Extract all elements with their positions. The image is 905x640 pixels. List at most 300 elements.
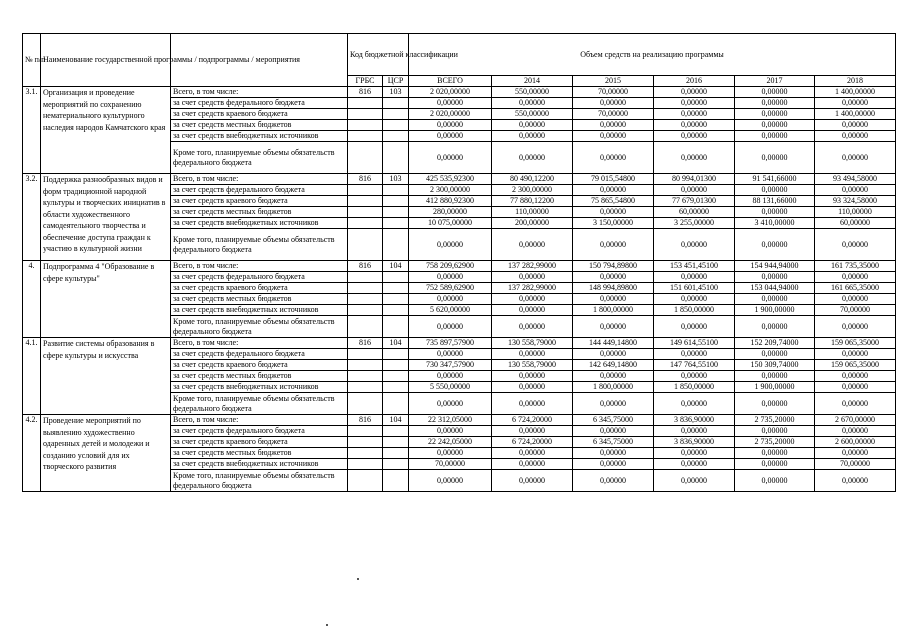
funding-source-label: Всего, в том числе:	[171, 415, 348, 426]
year-2017-cell: 0,00000	[735, 229, 815, 261]
year-2017-cell: 153 044,94000	[735, 283, 815, 294]
year-2016-cell: 0,00000	[654, 316, 735, 338]
total-cell: 10 075,00000	[409, 218, 492, 229]
grbs-code: 816	[348, 338, 383, 349]
year-2015-cell: 0,00000	[573, 142, 654, 174]
year-2016-cell: 0,00000	[654, 109, 735, 120]
year-2018-cell: 0,00000	[815, 131, 896, 142]
year-2017-cell: 0,00000	[735, 142, 815, 174]
header-kbk: Код бюджетной классификации	[348, 34, 409, 76]
total-cell: 5 620,00000	[409, 305, 492, 316]
year-2018-cell: 159 065,35000	[815, 338, 896, 349]
year-2015-cell: 0,00000	[573, 185, 654, 196]
year-2015-cell: 0,00000	[573, 98, 654, 109]
year-2017-cell: 150 309,74000	[735, 360, 815, 371]
year-2016-cell: 0,00000	[654, 426, 735, 437]
grbs-code	[348, 185, 383, 196]
year-2015-cell: 0,00000	[573, 470, 654, 492]
year-2016-cell: 3 836,90000	[654, 437, 735, 448]
funding-source-label: за счет средств внебюджетных источников	[171, 459, 348, 470]
grbs-code	[348, 294, 383, 305]
year-2016-cell: 0,00000	[654, 131, 735, 142]
year-2016-cell: 77 679,01300	[654, 196, 735, 207]
funding-source-label: за счет средств краевого бюджета	[171, 437, 348, 448]
csr-code	[383, 283, 409, 294]
grbs-code	[348, 283, 383, 294]
year-2018-cell: 0,00000	[815, 382, 896, 393]
year-2016-cell: 0,00000	[654, 272, 735, 283]
year-2015-cell: 0,00000	[573, 120, 654, 131]
year-2017-cell: 0,00000	[735, 459, 815, 470]
funding-source-label: за счет средств федерального бюджета	[171, 426, 348, 437]
year-2015-cell: 0,00000	[573, 349, 654, 360]
year-2018-cell: 159 065,35000	[815, 360, 896, 371]
budget-table	[22, 33, 896, 492]
year-2014-cell: 200,00000	[492, 218, 573, 229]
table-row	[23, 338, 896, 349]
total-cell: 730 347,57900	[409, 360, 492, 371]
grbs-code: 816	[348, 174, 383, 185]
year-2015-cell: 3 150,00000	[573, 218, 654, 229]
year-2014-cell: 110,00000	[492, 207, 573, 218]
year-2016-cell: 0,00000	[654, 393, 735, 415]
grbs-code	[348, 218, 383, 229]
year-2014-cell: 6 724,20000	[492, 437, 573, 448]
year-2017-cell: 1 900,00000	[735, 305, 815, 316]
year-2014-cell: 77 880,12200	[492, 196, 573, 207]
year-2018-cell: 2 670,00000	[815, 415, 896, 426]
table-row	[23, 87, 896, 98]
funding-source-label: за счет средств внебюджетных источников	[171, 382, 348, 393]
csr-code	[383, 294, 409, 305]
year-2014-cell: 0,00000	[492, 393, 573, 415]
funding-source-label: Всего, в том числе:	[171, 174, 348, 185]
table-row	[23, 415, 896, 426]
header-year: 2017	[735, 76, 815, 87]
year-2017-cell: 0,00000	[735, 294, 815, 305]
year-2017-cell: 0,00000	[735, 371, 815, 382]
funding-source-label: Всего, в том числе:	[171, 338, 348, 349]
year-2014-cell: 0,00000	[492, 98, 573, 109]
year-2015-cell: 70,00000	[573, 109, 654, 120]
year-2016-cell: 0,00000	[654, 185, 735, 196]
grbs-code	[348, 437, 383, 448]
year-2018-cell: 0,00000	[815, 185, 896, 196]
total-cell: 0,00000	[409, 98, 492, 109]
scan-speck	[326, 624, 328, 626]
year-2014-cell: 130 558,79000	[492, 338, 573, 349]
year-2015-cell: 1 800,00000	[573, 382, 654, 393]
grbs-code	[348, 360, 383, 371]
year-2016-cell: 0,00000	[654, 98, 735, 109]
csr-code: 103	[383, 174, 409, 185]
table-row	[23, 261, 896, 272]
year-2017-cell: 0,00000	[735, 426, 815, 437]
year-2016-cell: 0,00000	[654, 459, 735, 470]
funding-source-label: за счет средств федерального бюджета	[171, 272, 348, 283]
funding-source-label: за счет средств местных бюджетов	[171, 120, 348, 131]
grbs-code	[348, 305, 383, 316]
year-2014-cell: 0,00000	[492, 316, 573, 338]
year-2016-cell: 80 994,01300	[654, 174, 735, 185]
year-2018-cell: 110,00000	[815, 207, 896, 218]
grbs-code	[348, 142, 383, 174]
year-2014-cell: 0,00000	[492, 448, 573, 459]
year-2014-cell: 80 490,12200	[492, 174, 573, 185]
csr-code	[383, 218, 409, 229]
year-2016-cell: 3 255,00000	[654, 218, 735, 229]
funding-source-label: за счет средств местных бюджетов	[171, 294, 348, 305]
funding-source-label: за счет средств местных бюджетов	[171, 207, 348, 218]
year-2017-cell: 0,00000	[735, 98, 815, 109]
year-2014-cell: 0,00000	[492, 229, 573, 261]
year-2017-cell: 2 735,20000	[735, 415, 815, 426]
year-2015-cell: 6 345,75000	[573, 437, 654, 448]
csr-code	[383, 131, 409, 142]
total-cell: 2 020,00000	[409, 87, 492, 98]
year-2015-cell: 0,00000	[573, 393, 654, 415]
csr-code	[383, 196, 409, 207]
csr-code	[383, 459, 409, 470]
header-year: 2016	[654, 76, 735, 87]
item-name: Поддержка разнообразных видов и форм традиционной народной культуры и творческих инициатив в области художественного самодеятельного творчества и обеспечение доступа граждан к участию в культурной жизни	[41, 174, 171, 261]
year-2017-cell: 0,00000	[735, 185, 815, 196]
year-2018-cell: 0,00000	[815, 142, 896, 174]
funding-source-label: за счет средств краевого бюджета	[171, 196, 348, 207]
total-cell: 2 020,00000	[409, 109, 492, 120]
funding-source-label: за счет средств краевого бюджета	[171, 283, 348, 294]
year-2014-cell: 137 282,99000	[492, 283, 573, 294]
total-cell: 0,00000	[409, 448, 492, 459]
total-cell: 5 550,00000	[409, 382, 492, 393]
year-2017-cell: 1 900,00000	[735, 382, 815, 393]
item-number: 4.2.	[23, 415, 41, 492]
year-2015-cell: 142 649,14800	[573, 360, 654, 371]
total-cell: 425 535,92300	[409, 174, 492, 185]
year-2018-cell: 0,00000	[815, 426, 896, 437]
year-2018-cell: 0,00000	[815, 349, 896, 360]
total-cell: 0,00000	[409, 142, 492, 174]
grbs-code	[348, 109, 383, 120]
year-2016-cell: 147 764,55100	[654, 360, 735, 371]
grbs-code	[348, 272, 383, 283]
csr-code: 104	[383, 338, 409, 349]
total-cell: 752 589,62900	[409, 283, 492, 294]
funding-source-label: за счет средств внебюджетных источников	[171, 131, 348, 142]
funding-source-label: за счет средств федерального бюджета	[171, 349, 348, 360]
csr-code	[383, 426, 409, 437]
csr-code	[383, 305, 409, 316]
csr-code	[383, 349, 409, 360]
funding-source-label: за счет средств местных бюджетов	[171, 448, 348, 459]
year-2018-cell: 60,00000	[815, 218, 896, 229]
item-name: Подпрограмма 4 "Образование в сфере культуры"	[41, 261, 171, 338]
total-cell: 412 880,92300	[409, 196, 492, 207]
header-grbs: ГРБС	[348, 76, 383, 87]
funding-source-label: Кроме того, планируемые объемы обязательств федерального бюджета	[171, 229, 348, 261]
csr-code	[383, 382, 409, 393]
year-2014-cell: 0,00000	[492, 426, 573, 437]
year-2018-cell: 0,00000	[815, 229, 896, 261]
year-2016-cell: 0,00000	[654, 120, 735, 131]
year-2015-cell: 79 015,54800	[573, 174, 654, 185]
year-2017-cell: 0,00000	[735, 109, 815, 120]
table-row	[23, 174, 896, 185]
total-cell: 0,00000	[409, 229, 492, 261]
total-cell: 0,00000	[409, 316, 492, 338]
funding-source-label: за счет средств федерального бюджета	[171, 185, 348, 196]
grbs-code	[348, 131, 383, 142]
year-2015-cell: 0,00000	[573, 316, 654, 338]
year-2015-cell: 0,00000	[573, 272, 654, 283]
total-cell: 280,00000	[409, 207, 492, 218]
year-2018-cell: 1 400,00000	[815, 87, 896, 98]
header-year: 2015	[573, 76, 654, 87]
funding-source-label: за счет средств внебюджетных источников	[171, 305, 348, 316]
csr-code	[383, 109, 409, 120]
csr-code	[383, 437, 409, 448]
funding-source-label: Всего, в том числе:	[171, 87, 348, 98]
year-2017-cell: 2 735,20000	[735, 437, 815, 448]
year-2016-cell: 0,00000	[654, 142, 735, 174]
year-2014-cell: 130 558,79000	[492, 360, 573, 371]
year-2016-cell: 0,00000	[654, 87, 735, 98]
csr-code	[383, 371, 409, 382]
year-2016-cell: 60,00000	[654, 207, 735, 218]
year-2016-cell: 0,00000	[654, 229, 735, 261]
item-number: 3.2.	[23, 174, 41, 261]
total-cell: 22 312,05000	[409, 415, 492, 426]
year-2016-cell: 0,00000	[654, 371, 735, 382]
csr-code	[383, 185, 409, 196]
grbs-code	[348, 371, 383, 382]
grbs-code	[348, 426, 383, 437]
year-2017-cell: 0,00000	[735, 131, 815, 142]
grbs-code	[348, 207, 383, 218]
year-2017-cell: 88 131,66000	[735, 196, 815, 207]
year-2018-cell: 0,00000	[815, 371, 896, 382]
year-2014-cell: 0,00000	[492, 305, 573, 316]
csr-code: 104	[383, 261, 409, 272]
year-2018-cell: 70,00000	[815, 305, 896, 316]
year-2015-cell: 70,00000	[573, 87, 654, 98]
year-2014-cell: 137 282,99000	[492, 261, 573, 272]
year-2016-cell: 151 601,45100	[654, 283, 735, 294]
year-2014-cell: 0,00000	[492, 142, 573, 174]
total-cell: 0,00000	[409, 131, 492, 142]
year-2015-cell: 144 449,14800	[573, 338, 654, 349]
year-2017-cell: 152 209,74000	[735, 338, 815, 349]
year-2014-cell: 0,00000	[492, 294, 573, 305]
year-2018-cell: 93 494,58000	[815, 174, 896, 185]
header-year: 2014	[492, 76, 573, 87]
csr-code	[383, 142, 409, 174]
header-no: № п/п	[23, 34, 41, 87]
csr-code: 103	[383, 87, 409, 98]
year-2016-cell: 149 614,55100	[654, 338, 735, 349]
item-number: 4.1.	[23, 338, 41, 415]
year-2017-cell: 0,00000	[735, 316, 815, 338]
year-2018-cell: 0,00000	[815, 120, 896, 131]
csr-code	[383, 393, 409, 415]
year-2015-cell: 0,00000	[573, 426, 654, 437]
year-2017-cell: 3 410,00000	[735, 218, 815, 229]
funding-source-label: Кроме того, планируемые объемы обязательств федерального бюджета	[171, 470, 348, 492]
total-cell: 0,00000	[409, 426, 492, 437]
year-2016-cell: 153 451,45100	[654, 261, 735, 272]
year-2016-cell: 0,00000	[654, 448, 735, 459]
grbs-code	[348, 459, 383, 470]
funding-source-label: за счет средств внебюджетных источников	[171, 218, 348, 229]
year-2014-cell: 0,00000	[492, 459, 573, 470]
funding-source-label: за счет средств краевого бюджета	[171, 109, 348, 120]
item-name: Проведение мероприятий по выявлению художественно одаренных детей и молодежи и созданию условий для их творческого развития	[41, 415, 171, 492]
year-2015-cell: 0,00000	[573, 459, 654, 470]
grbs-code	[348, 120, 383, 131]
csr-code	[383, 98, 409, 109]
grbs-code: 816	[348, 415, 383, 426]
total-cell: 0,00000	[409, 470, 492, 492]
header-volume: Объем средств на реализацию программы	[409, 34, 896, 76]
year-2017-cell: 0,00000	[735, 87, 815, 98]
total-cell: 0,00000	[409, 120, 492, 131]
csr-code	[383, 229, 409, 261]
csr-code	[383, 316, 409, 338]
budget-sheet	[22, 33, 895, 492]
year-2018-cell: 70,00000	[815, 459, 896, 470]
year-2014-cell: 550,00000	[492, 87, 573, 98]
year-2014-cell: 0,00000	[492, 371, 573, 382]
funding-source-label: Кроме того, планируемые объемы обязательств федерального бюджета	[171, 393, 348, 415]
grbs-code	[348, 393, 383, 415]
year-2016-cell: 3 836,90000	[654, 415, 735, 426]
year-2017-cell: 154 944,94000	[735, 261, 815, 272]
year-2018-cell: 0,00000	[815, 316, 896, 338]
year-2018-cell: 161 665,35000	[815, 283, 896, 294]
grbs-code	[348, 229, 383, 261]
year-2015-cell: 75 865,54800	[573, 196, 654, 207]
year-2015-cell: 148 994,89800	[573, 283, 654, 294]
grbs-code	[348, 448, 383, 459]
header-name: Наименование государственной программы / подпрограммы / мероприятия	[41, 34, 171, 87]
year-2014-cell: 2 300,00000	[492, 185, 573, 196]
year-2018-cell: 1 400,00000	[815, 109, 896, 120]
csr-code	[383, 360, 409, 371]
total-cell: 0,00000	[409, 371, 492, 382]
csr-code	[383, 120, 409, 131]
item-number: 3.1.	[23, 87, 41, 174]
header-year: 2018	[815, 76, 896, 87]
header-total: ВСЕГО	[409, 76, 492, 87]
year-2018-cell: 93 324,58000	[815, 196, 896, 207]
year-2018-cell: 0,00000	[815, 470, 896, 492]
year-2016-cell: 0,00000	[654, 349, 735, 360]
year-2017-cell: 91 541,66000	[735, 174, 815, 185]
item-name: Организация и проведение мероприятий по сохранению нематериального культурного наследия народов Камчатского края	[41, 87, 171, 174]
year-2014-cell: 0,00000	[492, 131, 573, 142]
year-2016-cell: 1 850,00000	[654, 382, 735, 393]
year-2017-cell: 0,00000	[735, 207, 815, 218]
csr-code	[383, 448, 409, 459]
year-2014-cell: 0,00000	[492, 382, 573, 393]
item-number: 4.	[23, 261, 41, 338]
grbs-code	[348, 98, 383, 109]
funding-source-label: Кроме того, планируемые объемы обязательств федерального бюджета	[171, 142, 348, 174]
grbs-code: 816	[348, 261, 383, 272]
funding-source-label: за счет средств федерального бюджета	[171, 98, 348, 109]
year-2014-cell: 0,00000	[492, 470, 573, 492]
year-2015-cell: 0,00000	[573, 371, 654, 382]
year-2018-cell: 0,00000	[815, 393, 896, 415]
grbs-code	[348, 349, 383, 360]
total-cell: 0,00000	[409, 294, 492, 305]
year-2015-cell: 0,00000	[573, 131, 654, 142]
csr-code	[383, 207, 409, 218]
total-cell: 0,00000	[409, 393, 492, 415]
year-2018-cell: 0,00000	[815, 448, 896, 459]
year-2018-cell: 2 600,00000	[815, 437, 896, 448]
total-cell: 758 209,62900	[409, 261, 492, 272]
year-2015-cell: 150 794,89800	[573, 261, 654, 272]
year-2016-cell: 1 850,00000	[654, 305, 735, 316]
grbs-code	[348, 196, 383, 207]
funding-source-label: Кроме того, планируемые объемы обязательств федерального бюджета	[171, 316, 348, 338]
grbs-code: 816	[348, 87, 383, 98]
year-2014-cell: 550,00000	[492, 109, 573, 120]
year-2017-cell: 0,00000	[735, 272, 815, 283]
year-2018-cell: 0,00000	[815, 98, 896, 109]
year-2017-cell: 0,00000	[735, 470, 815, 492]
total-cell: 0,00000	[409, 272, 492, 283]
header-csr: ЦСР	[383, 76, 409, 87]
total-cell: 22 242,05000	[409, 437, 492, 448]
year-2015-cell: 0,00000	[573, 229, 654, 261]
year-2018-cell: 0,00000	[815, 294, 896, 305]
csr-code	[383, 272, 409, 283]
grbs-code	[348, 470, 383, 492]
funding-source-label: за счет средств местных бюджетов	[171, 371, 348, 382]
year-2015-cell: 0,00000	[573, 448, 654, 459]
total-cell: 70,00000	[409, 459, 492, 470]
year-2017-cell: 0,00000	[735, 393, 815, 415]
grbs-code	[348, 382, 383, 393]
funding-source-label: Всего, в том числе:	[171, 261, 348, 272]
budget-body	[23, 87, 896, 492]
total-cell: 0,00000	[409, 349, 492, 360]
year-2014-cell: 0,00000	[492, 349, 573, 360]
year-2017-cell: 0,00000	[735, 349, 815, 360]
year-2015-cell: 1 800,00000	[573, 305, 654, 316]
total-cell: 735 897,57900	[409, 338, 492, 349]
total-cell: 2 300,00000	[409, 185, 492, 196]
year-2015-cell: 6 345,75000	[573, 415, 654, 426]
year-2017-cell: 0,00000	[735, 448, 815, 459]
year-2018-cell: 161 735,35000	[815, 261, 896, 272]
year-2014-cell: 0,00000	[492, 120, 573, 131]
grbs-code	[348, 316, 383, 338]
year-2018-cell: 0,00000	[815, 272, 896, 283]
scan-speck	[357, 578, 359, 580]
year-2015-cell: 0,00000	[573, 294, 654, 305]
csr-code: 104	[383, 415, 409, 426]
item-name: Развитие системы образования в сфере культуры и искусства	[41, 338, 171, 415]
year-2015-cell: 0,00000	[573, 207, 654, 218]
year-2016-cell: 0,00000	[654, 470, 735, 492]
year-2016-cell: 0,00000	[654, 294, 735, 305]
year-2014-cell: 6 724,20000	[492, 415, 573, 426]
year-2017-cell: 0,00000	[735, 120, 815, 131]
funding-source-label: за счет средств краевого бюджета	[171, 360, 348, 371]
